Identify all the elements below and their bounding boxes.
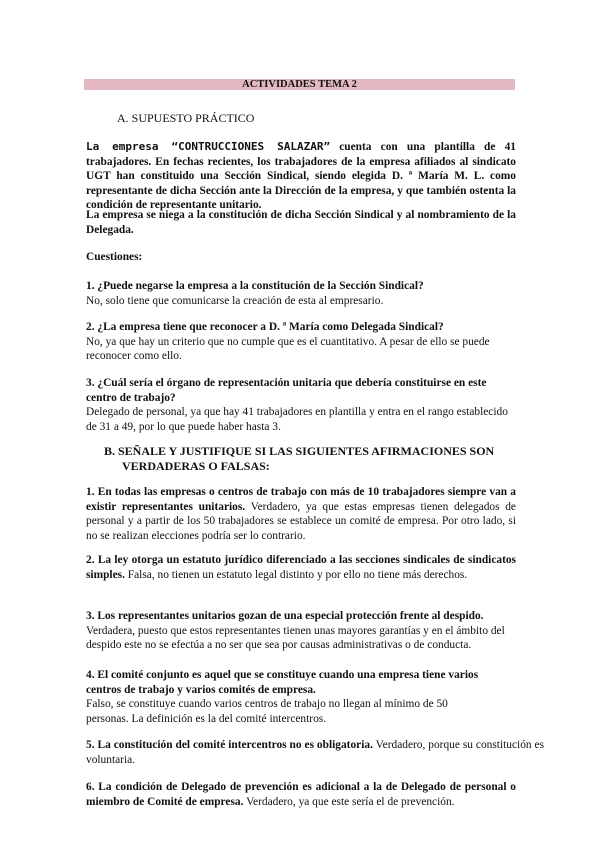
statement-text: 2. La ley otorga un estatuto jurídico diferenciado a las secciones sindicales de sindicatos simples.	[86, 554, 516, 581]
statement-answer: Falso, se constituye cuando varios centros de trabajo no llegan al mínimo de 50 personas. La definición es la del comité intercentros.	[86, 698, 448, 725]
statement-text: 4. El comité conjunto es aquel que se constituye cuando una empresa tiene varios centros de trabajo y varios comités de empresa.	[86, 669, 479, 696]
case-company-name: La empresa “CONTRUCCIONES SALAZAR”	[86, 140, 331, 153]
statement-answer: Verdadera, puesto que estos representantes tienen unas mayores garantías y en el ámbito del despido este no se efectúa a no ser que sea por causas administrativas o de conducta.	[86, 624, 505, 652]
page-title: ACTIVIDADES TEMA 2	[242, 79, 357, 90]
statement-4	[86, 668, 516, 726]
statement-3	[86, 609, 516, 653]
questions-label: Cuestiones:	[86, 251, 143, 263]
answer-text: No, ya que hay un criterio que no cumple que es el cuantitativo. A pesar de ello se puede reconocer como ello.	[86, 335, 490, 363]
statement-text: 3. Los representantes unitarios gozan de una especial protección frente al despido.	[86, 610, 484, 622]
statement-2	[86, 553, 516, 582]
section-a-heading: A. SUPUESTO PRÁCTICO	[117, 111, 255, 125]
case-statement	[86, 140, 516, 213]
statement-5	[86, 738, 544, 767]
statement-answer: Verdadero, ya que estas empresas tienen delegados de personal y a partir de los 50 trabajadores se establece un comité de empresa. Por otro lado, si no se realizan elecciones podría ser lo contrario.	[86, 500, 516, 542]
question-text: 2. ¿La empresa tiene que reconocer a D. ª María como Delegada Sindical?	[86, 321, 444, 333]
case-body: cuenta con una plantilla de 41 trabajadores. En fechas recientes, los trabajadores de la empresa afiliados al sindicato UGT han constituido una Sección Sindical, siendo elegida D. ª María M. L. como representante de dicha Sección ante la Dirección de la empresa, y que también ostenta la condición de representante unitario.	[86, 141, 516, 212]
statement-text: 1. En todas las empresas o centros de trabajo con más de 10 trabajadores siempre van a existir representantes unitarios.	[86, 486, 516, 513]
question-1	[86, 279, 516, 308]
statement-6	[86, 780, 516, 809]
statement-1	[86, 485, 516, 543]
statement-answer: Falsa, no tienen un estatuto legal distinto y por ello no tiene más derechos.	[124, 568, 468, 581]
question-text: 3. ¿Cuál sería el órgano de representación unitaria que debería constituirse en este centro de trabajo?	[86, 377, 487, 404]
section-b-heading: B. SEÑALE Y JUSTIFIQUE SI LAS SIGUIENTES AFIRMACIONES SON VERDADERAS O FALSAS:	[104, 444, 495, 473]
question-2	[86, 320, 516, 364]
question-text: 1. ¿Puede negarse la empresa a la constitución de la Sección Sindical?	[86, 280, 424, 292]
statement-answer: Verdadero, ya que este sería el de prevención.	[243, 795, 455, 808]
statement-answer: Verdadero, porque su constitución es voluntaria.	[86, 739, 545, 766]
statement-text: 6. La condición de Delegado de prevención es adicional a la de Delegado de personal o miembro de Comité de empresa.	[86, 781, 516, 808]
statement-text: 5. La constitución del comité intercentros no es obligatoria.	[86, 739, 373, 751]
answer-text: No, solo tiene que comunicarse la creación de esta al empresario.	[86, 294, 384, 307]
question-3	[86, 376, 516, 434]
answer-text: Delegado de personal, ya que hay 41 trabajadores en plantilla y entra en el rango establecido de 31 a 49, por lo que puede haber hasta 3.	[86, 406, 508, 433]
case-statement-2: La empresa se niega a la constitución de dicha Sección Sindical y al nombramiento de la Delegada.	[86, 209, 516, 236]
